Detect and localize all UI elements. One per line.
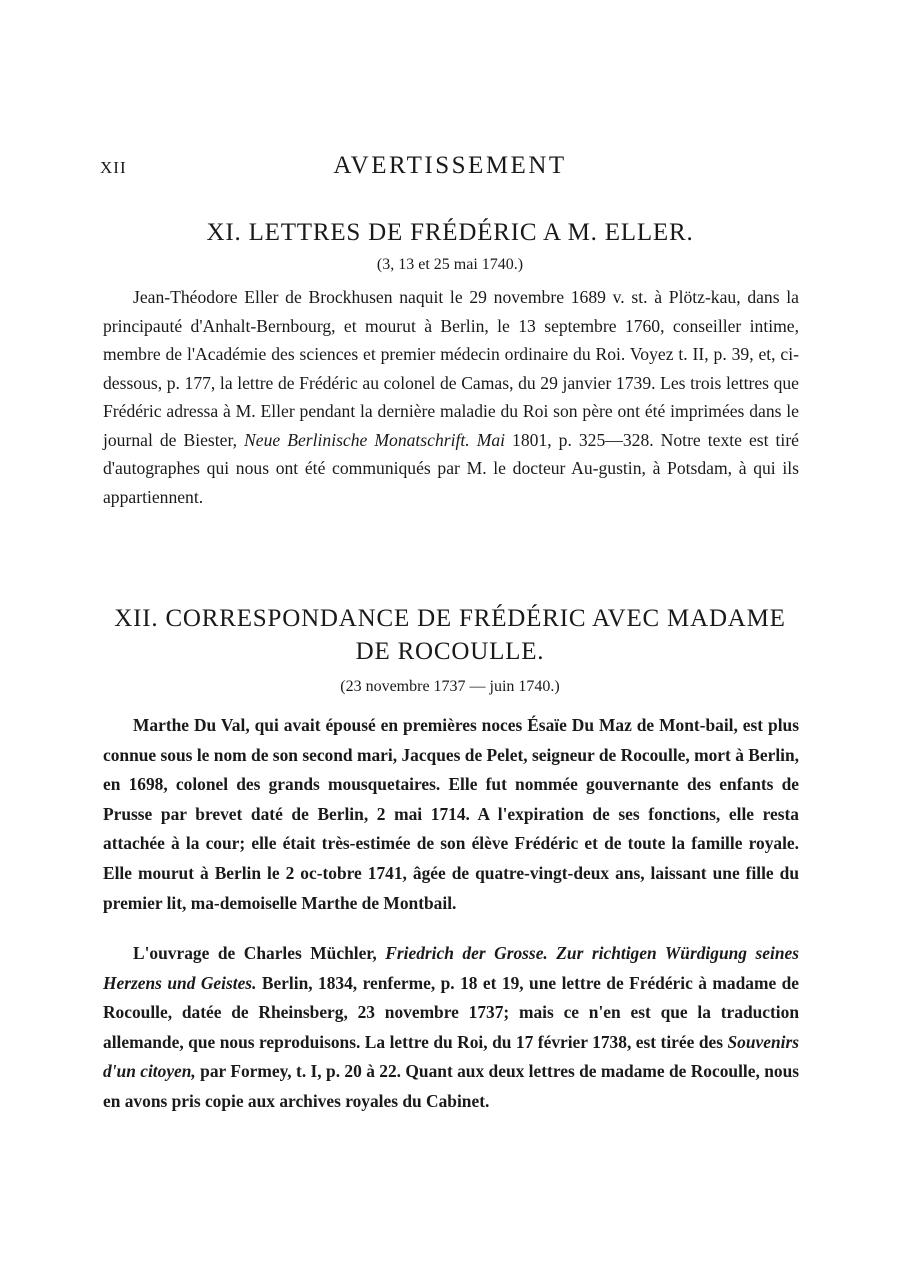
section-heading-xii-line1: XII. CORRESPONDANCE DE FRÉDÉRIC AVEC MADAME <box>114 605 786 632</box>
italic-title: Souvenirs d'un citoyen, <box>103 1031 799 1082</box>
text-run: L'ouvrage de Charles Müchler, <box>133 943 386 963</box>
italic-title: Friedrich der Grosse. Zur richtigen Würdigung seines Herzens und Geistes. <box>103 943 800 993</box>
paragraph <box>103 283 799 511</box>
text-run: 1801, p. 325—328. Notre texte est tiré d'autographes qui nous ont été communiqués par M. le docteur Au-gustin, à Potsdam, à qui ils appartiennent. <box>103 429 799 507</box>
text-run: par Formey, t. I, p. 20 à 22. Quant aux deux lettres de madame de Rocoulle, nous en avons pris copie aux archives royales du Cabinet. <box>103 1061 800 1111</box>
section-dates-xii: (23 novembre 1737 — juin 1740.) <box>340 678 560 695</box>
page-number: XII <box>100 158 127 177</box>
section-heading-xii <box>100 602 800 668</box>
running-head <box>100 152 800 182</box>
paragraph <box>103 711 799 918</box>
section-dates-xi: (3, 13 et 25 mai 1740.) <box>376 256 524 273</box>
text-run: Jean-Théodore Eller de Brockhusen naquit le 29 novembre 1689 v. st. à Plötz-kau, dans la principauté d'Anhalt-Bernbourg, et mourut à Berlin, le 13 septembre 1760, conseiller intime, membre de l'Académie des sciences et premier médecin ordinaire du Roi. Voyez t. II, p. 39, et, ci-dessous, p. 177, la lettre de Frédéric au colonel de Camas, du 29 janvier 1739. Les trois lettres que Frédéric adressa à M. Eller pendant la dernière maladie du Roi son père ont été imprimées dans le journal de Biester, <box>103 287 799 450</box>
text-run: Marthe Du Val, qui avait épousé en premières noces Ésaïe Du Maz de Mont-bail, est plus connue sous le nom de son second mari, Jacques de Pelet, seigneur de Rocoulle, mort à Berlin, en 1698, colonel des grands mousquetaires. Elle fut nommée gouvernante des enfants de Prusse par brevet daté de Berlin, 2 mai 1714. A l'expiration de ses fonctions, elle resta attachée à la cour; elle était très-estimée de son élève Frédéric et de toute la famille royale. Elle mourut à Berlin le 2 oc-tobre 1741, âgée de quatre-vingt-deux ans, laissant une fille du premier lit, ma-demoiselle Marthe de Montbail. <box>103 715 799 913</box>
italic-title: Neue Berlinische Monatschrift. Mai <box>244 429 506 450</box>
paragraph <box>103 939 799 1117</box>
section-heading-xi: XI. LETTRES DE FRÉDÉRIC A M. ELLER. <box>206 219 694 246</box>
section-heading-xii-line2: DE ROCOULLE. <box>355 638 545 665</box>
running-title: AVERTISSEMENT <box>333 152 567 179</box>
text-run: Berlin, 1834, renferme, p. 18 et 19, une lettre de Frédéric à madame de Rocoulle, datée de Rheinsberg, 23 novembre 1737; mais ce n'en est que la traduction allemande, que nous reproduisons. La lettre du Roi, du 17 février 1738, est tirée des <box>103 972 799 1052</box>
